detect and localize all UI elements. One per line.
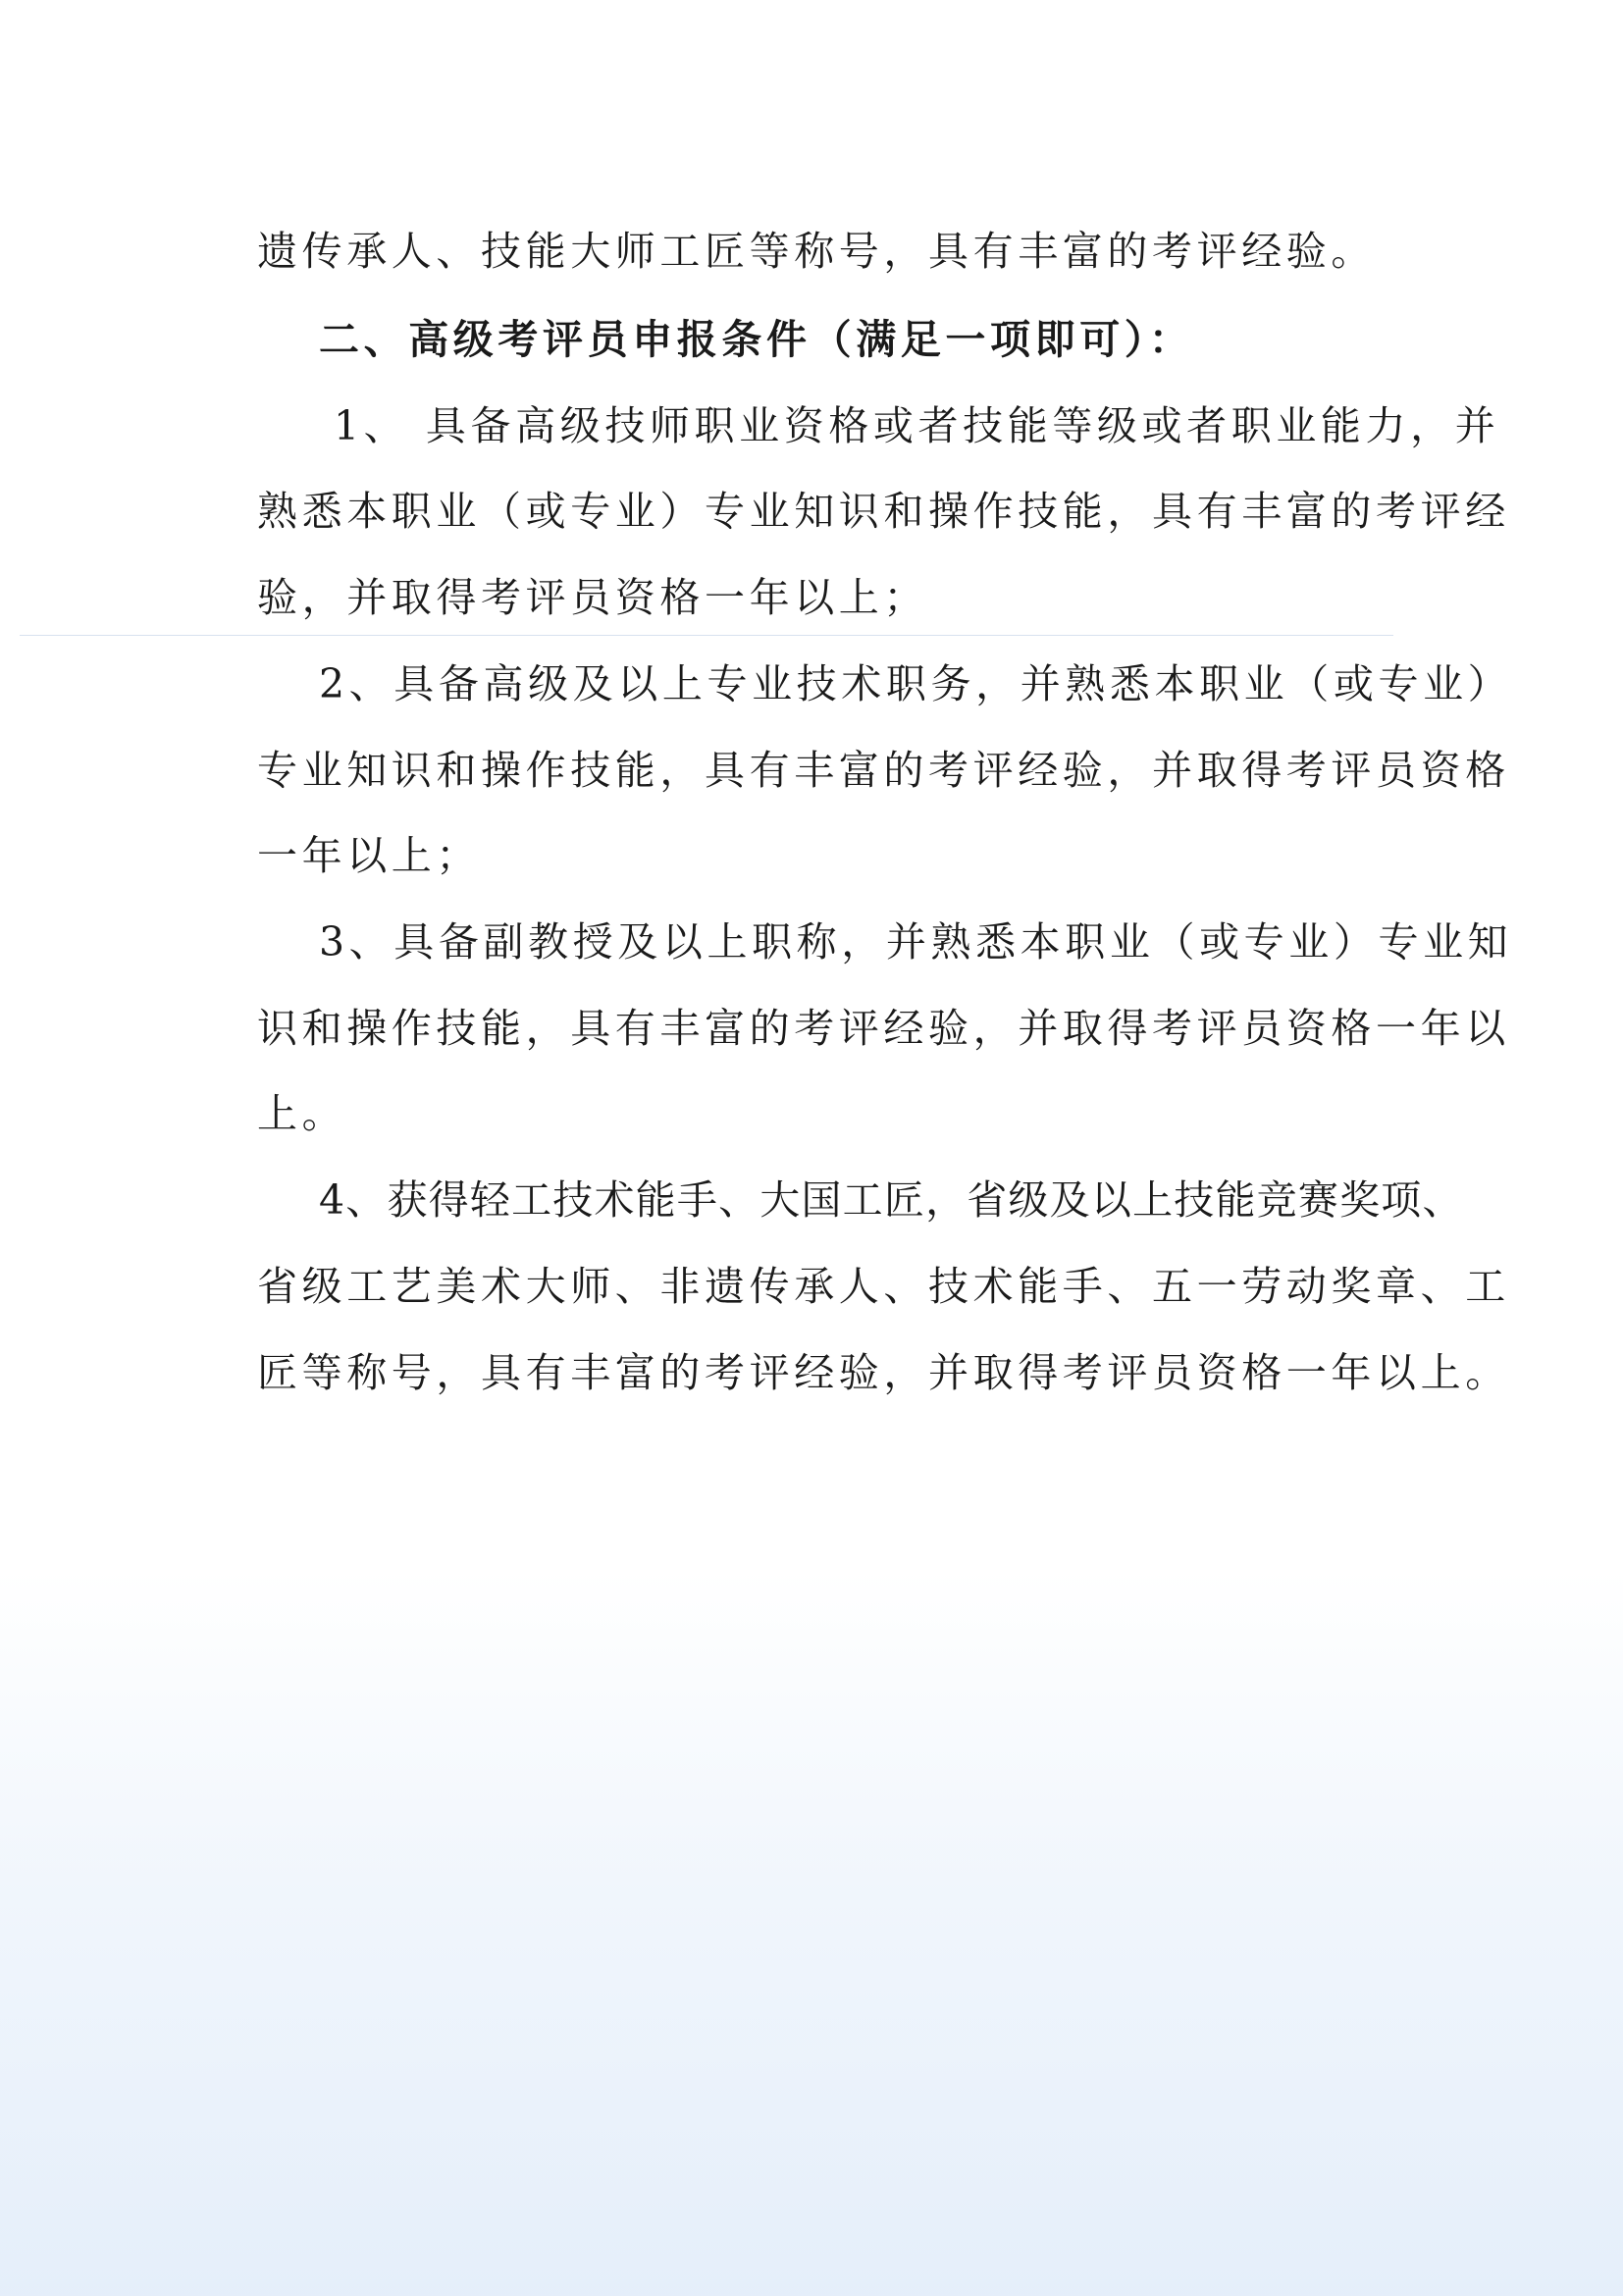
item-2-line-3: 一年以上； bbox=[257, 832, 481, 879]
item-2-line-1: 2、具备高级及以上专业技术职务，并熟悉本职业（或专业） bbox=[319, 660, 1513, 707]
item-1-line-2: 熟悉本职业（或专业）专业知识和操作技能，具有丰富的考评经 bbox=[257, 488, 1510, 535]
item-4-line-1: 4、获得轻工技术能手、大国工匠，省级及以上技能竞赛奖项、 bbox=[319, 1176, 1464, 1224]
item-1-line-3: 验，并取得考评员资格一年以上； bbox=[257, 574, 928, 621]
item-1-line-1: 1、 具备高级技师职业资格或者技能等级或者职业能力，并 bbox=[334, 402, 1500, 449]
scan-background-tint bbox=[0, 1570, 1623, 2296]
text-line-continuation: 遗传承人、技能大师工匠等称号，具有丰富的考评经验。 bbox=[257, 228, 1376, 275]
section-heading-senior-examiner: 二、高级考评员申报条件（满足一项即可）： bbox=[319, 316, 1194, 363]
item-4-line-2: 省级工艺美术大师、非遗传承人、技术能手、五一劳动奖章、工 bbox=[257, 1263, 1510, 1310]
item-3-line-1: 3、具备副教授及以上职称，并熟悉本职业（或专业）专业知 bbox=[319, 918, 1513, 965]
item-3-line-3: 上。 bbox=[257, 1090, 347, 1137]
item-2-line-2: 专业知识和操作技能，具有丰富的考评经验，并取得考评员资格 bbox=[257, 747, 1510, 794]
scan-artifact-line bbox=[20, 635, 1393, 636]
item-3-line-2: 识和操作技能，具有丰富的考评经验，并取得考评员资格一年以 bbox=[257, 1005, 1510, 1052]
item-4-line-3: 匠等称号，具有丰富的考评经验，并取得考评员资格一年以上。 bbox=[257, 1349, 1510, 1396]
